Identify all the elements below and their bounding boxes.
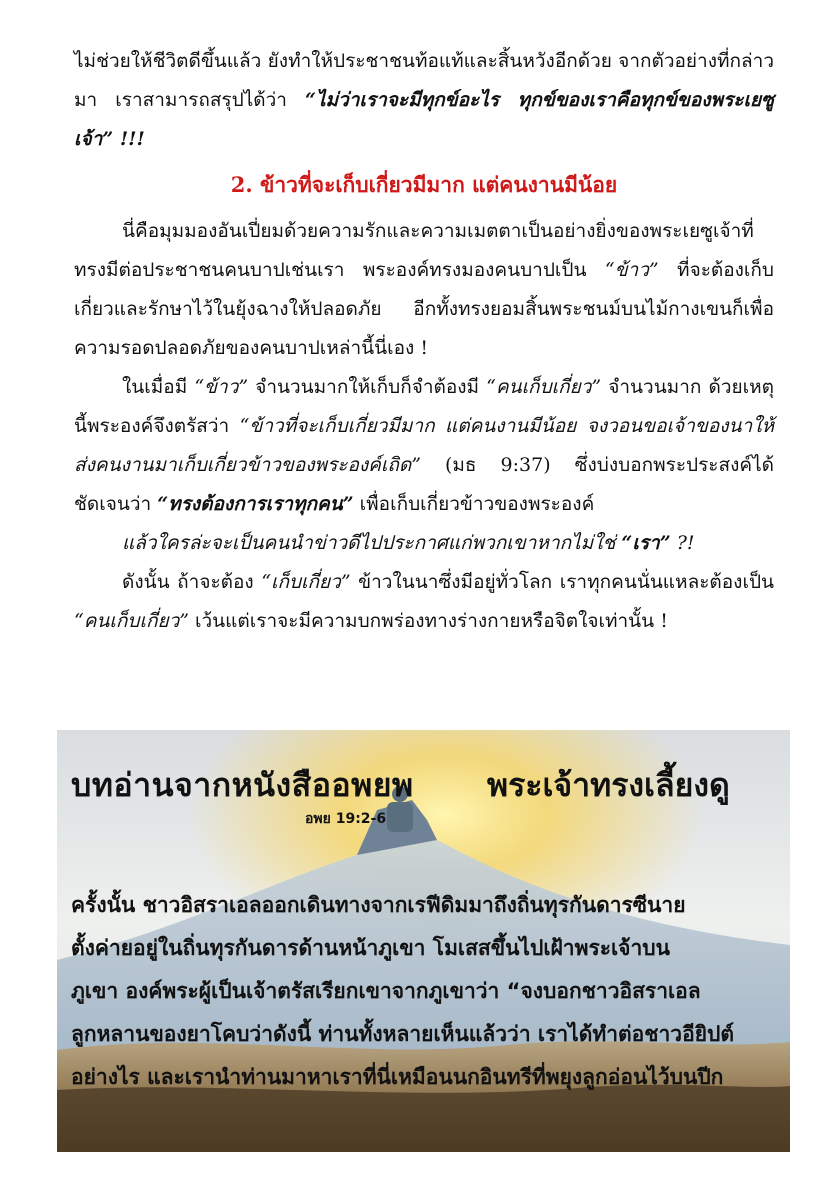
p3-emphasis-2: “คนเก็บเกี่ยว” (486, 376, 602, 398)
reading-title: บทอ่านจากหนังสืออพยพ (71, 766, 414, 804)
p3-strong-1: “ทรงต้องการเราทุกคน” (157, 493, 354, 515)
reading-line: อย่างไร และเรานำท่านมาหาเราที่นี่เหมือนนกอินทรีที่พยุงลูกอ่อนไว้บนปีก (71, 1065, 724, 1089)
p1-emphasis: “ไม่ว่าเราจะมีทุกข์อะไร ทุกข์ของเราคือทุกข์ของพระเยซูเจ้า” !!! (74, 89, 775, 150)
reading-line: ครั้งนั้น ชาวอิสราเอลออกเดินทางจากเรฟีดิมมาถึงถิ่นทุรกันดารซีนาย (71, 893, 686, 917)
p5-emphasis-2: “คนเก็บเกี่ยว” (74, 610, 189, 632)
p4-emphasis-2: ?! (670, 532, 695, 554)
p3-text-1: ในเมื่อมี (122, 376, 195, 398)
paragraph-3 (74, 368, 774, 524)
p2-text-2: ที่จะต้องเก็บเกี่ยวและรักษาไว้ในยุ้งฉางให้ปลอดภัย อีกทั้งทรงยอมสิ้นพระชนม์บนไม้กางเขนก็เพื่อความรอดปลอดภัยของคนบาปเหล่านี้นี่เอง ! (74, 259, 774, 359)
p3-text-2: จำนวนมากให้เก็บก็จำต้องมี (248, 376, 487, 398)
p4-emphasis-1: แล้วใครล่ะจะเป็นคนนำข่าวดีไปประกาศแก่พวกเขาหากไม่ใช่ (122, 532, 622, 554)
document-body (74, 42, 774, 641)
p3-text-5: เพื่อเก็บเกี่ยวข้าวของพระองค์ (353, 493, 595, 515)
paragraph-5 (74, 563, 774, 641)
reading-subtitle: พระเจ้าทรงเลี้ยงดู (487, 766, 730, 804)
section-heading: 2. ข้าวที่จะเก็บเกี่ยวมีมาก แต่คนงานมีน้อย (230, 172, 618, 197)
reading-line: ภูเขา องค์พระผู้เป็นเจ้าตรัสเรียกเขาจากภูเขาว่า “จงบอกชาวอิสราเอล (71, 979, 701, 1003)
p4-strong-1: “เรา” (621, 532, 671, 554)
p5-emphasis-1: “เก็บเกี่ยว” (261, 571, 351, 593)
reading-illustration-panel (57, 730, 790, 1152)
p2-emphasis-1: “ข้าว” (604, 259, 659, 281)
reading-line: ลูกหลานของยาโคบว่าดังนี้ ท่านทั้งหลายเห็นแล้วว่า เราได้ทำต่อชาวอียิปต์ (71, 1022, 734, 1046)
reading-line: ตั้งค่ายอยู่ในถิ่นทุรกันดารด้านหน้าภูเขา โมเสสขึ้นไปเฝ้าพระเจ้าบน (71, 936, 670, 960)
p5-text-3: เว้นแต่เราจะมีความบกพร่องทางร่างกายหรือจิตใจเท่านั้น ! (188, 610, 668, 632)
reading-text (71, 884, 783, 1099)
p3-text-3: จำนวนมาก ด้วยเหตุนี้พระองค์จึงตรัสว่า (74, 376, 774, 437)
paragraph-1 (74, 42, 774, 159)
paragraph-2 (74, 212, 774, 368)
p3-emphasis-1: “ข้าว” (194, 376, 249, 398)
p3-emphasis-3: “ข้าวที่จะเก็บเกี่ยวมีมาก แต่คนงานมีน้อย จงวอนขอเจ้าของนาให้ส่งคนงานมาเก็บเกี่ยวข้าวของพระองค์เถิด” (74, 415, 774, 476)
paragraph-4 (74, 524, 774, 563)
p3-text-4: (มธ 9:37) ซึ่งบ่งบอกพระประสงค์ได้ชัดเจนว่า (74, 454, 774, 515)
p2-text-1: นี่คือมุมมองอันเปี่ยมด้วยความรักและความเมตตาเป็นอย่างยิ่งของพระเยซูเจ้าที่ทรงมีต่อประชาชนคนบาปเช่นเรา พระองค์ทรงมองคนบาปเป็น (74, 220, 754, 281)
p5-text-1: ดังนั้น ถ้าจะต้อง (122, 571, 262, 593)
p5-text-2: ข้าวในนาซึ่งมีอยู่ทั่วโลก เราทุกคนนั่นแหละต้องเป็น (350, 571, 774, 593)
p1-text: ไม่ช่วยให้ชีวิตดีขึ้นแล้ว ยังทำให้ประชาชนท้อแท้และสิ้นหวังอีกด้วย จากตัวอย่างที่กล่าวมา เราสามารถสรุปได้ว่า (74, 50, 774, 111)
reading-reference: อพย 19:2-6 (305, 811, 387, 827)
